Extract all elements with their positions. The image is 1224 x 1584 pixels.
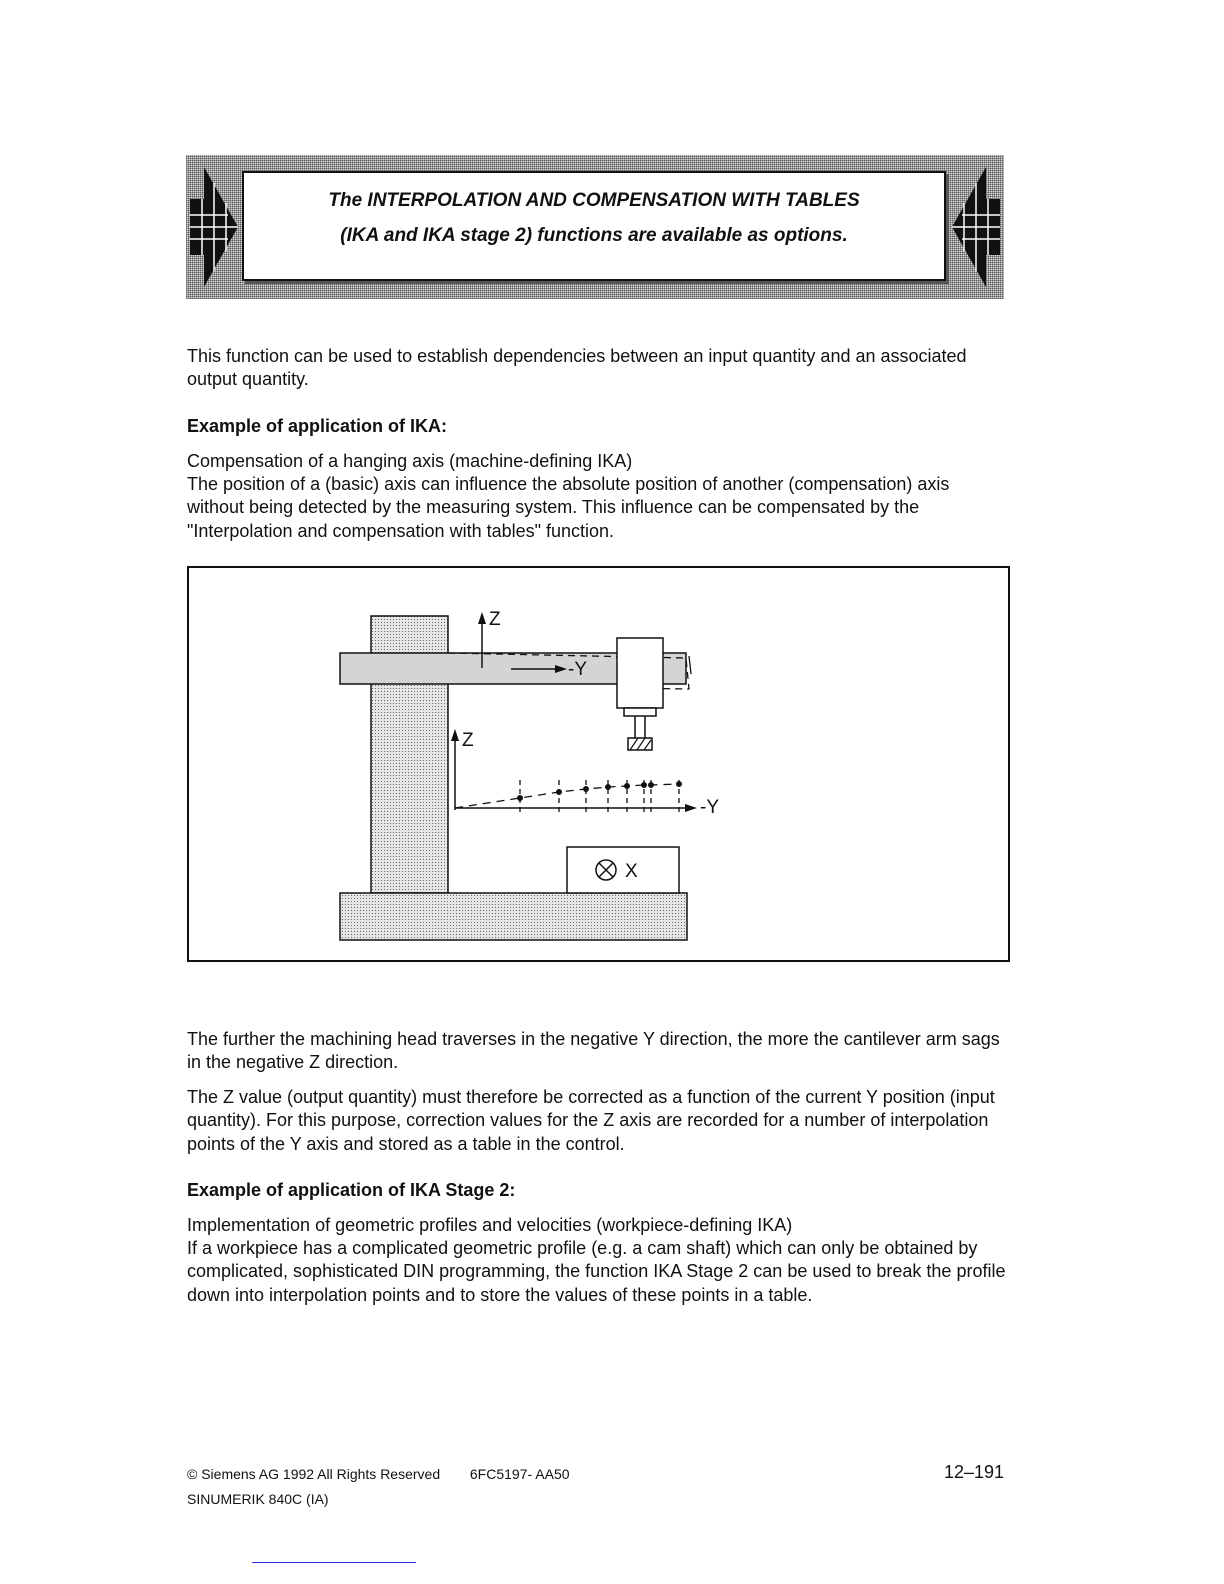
arrow-right-icon <box>188 163 240 291</box>
example-ika2-subtitle: Implementation of geometric profiles and velocities (workpiece-defining IKA) <box>187 1215 793 1235</box>
hanging-axis-diagram <box>187 566 1010 962</box>
footer-product: SINUMERIK 840C (IA) <box>187 1491 329 1507</box>
page-number: 12–191 <box>944 1462 1005 1482</box>
label-y-graph: -Y <box>700 797 719 818</box>
sag-paragraph: The further the machining head traverses in the negative Y direction, the more the cantilever arm sags in the negative Z direction. <box>187 1029 1000 1073</box>
example-ika-body: The position of a (basic) axis can influence the absolute position of another (compensation) axis without being detected by the measuring system. This influence can be compensated by the "Interpolation and compensation with tables" function. <box>187 474 950 541</box>
label-x: X <box>625 861 638 882</box>
machine-base <box>340 893 687 940</box>
y-axis-arrow-graph <box>685 804 697 812</box>
arrow-left-icon <box>950 163 1002 291</box>
notice-line-1: The INTERPOLATION AND COMPENSATION WITH TABLES <box>328 190 860 211</box>
notice-box <box>242 171 946 281</box>
x-axis-into-page-icon <box>596 860 616 880</box>
example-ika2-body: If a workpiece has a complicated geometric profile (e.g. a cam shaft) which can only be obtained by complicated, sophisticated DIN programming, the function IKA Stage 2 can be used to break the profile down into interpolation points and to store the values of these points in a table. <box>187 1238 1006 1305</box>
machine-table <box>567 847 679 893</box>
label-z-upper: Z <box>489 609 501 630</box>
z-axis-arrow-graph <box>451 729 459 741</box>
example-ika-subtitle: Compensation of a hanging axis (machine-defining IKA) <box>187 451 633 471</box>
example-ika2-heading: Example of application of IKA Stage 2: <box>187 1180 516 1200</box>
footer-copyright-line <box>187 1466 570 1483</box>
footer-copyright: © Siemens AG 1992 All Rights Reserved <box>187 1466 441 1482</box>
options-notice-banner <box>186 155 1004 299</box>
intro-paragraph: This function can be used to establish dependencies between an input quantity and an associated output quantity. <box>187 346 967 390</box>
interpolation-points <box>517 781 682 801</box>
example-ika-heading: Example of application of IKA: <box>187 416 448 436</box>
notice-line-2: (IKA and IKA stage 2) functions are available as options. <box>340 225 848 246</box>
label-z-graph: Z <box>462 730 474 751</box>
label-y-upper: -Y <box>568 659 587 680</box>
machining-head <box>617 638 663 708</box>
z-axis-arrow-upper <box>478 612 486 624</box>
link-underline[interactable] <box>252 1562 416 1563</box>
footer-order-number: 6FC5197- AA50 <box>469 1466 570 1482</box>
correction-paragraph: The Z value (output quantity) must therefore be corrected as a function of the current Y position (input quantity). For this purpose, correction values for the Z axis are recorded for a number of interpolation points of the Y axis and stored as a table in the control. <box>187 1087 995 1154</box>
